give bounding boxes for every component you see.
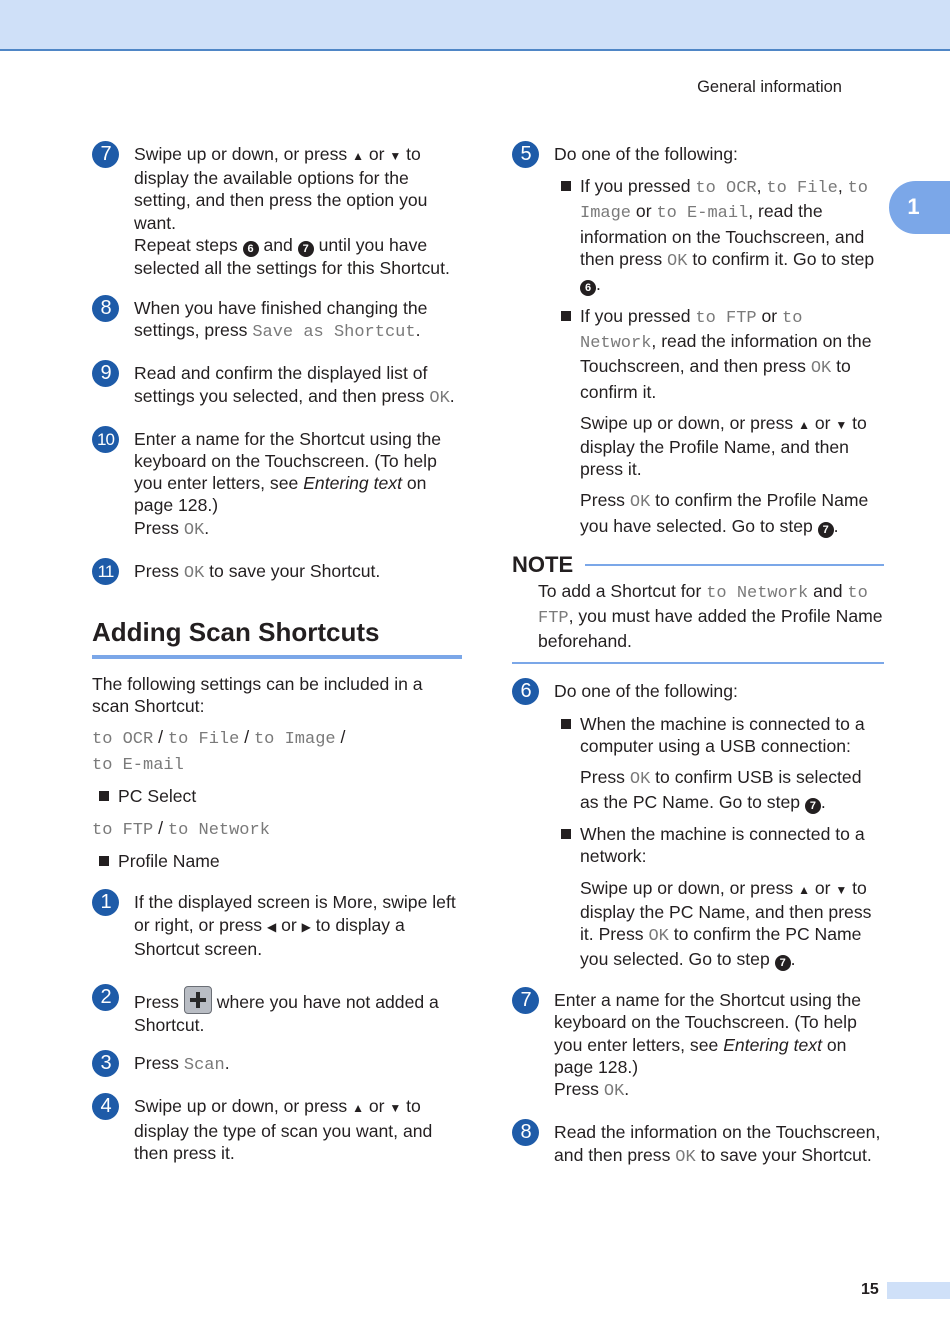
step-number-icon: 1 (92, 889, 119, 916)
add-step-2: 2 Press where you have not added a Shortcut. (92, 986, 462, 1036)
chapter-tab: 1 (889, 181, 950, 234)
step-ref-icon: 6 (580, 280, 596, 296)
down-arrow-icon: ▼ (835, 882, 848, 897)
step-number-icon: 7 (512, 987, 539, 1014)
step-ref-icon: 7 (818, 522, 834, 538)
step-6: 6 Do one of the following: When the machine is connected to a computer using a USB connection: Press OK to confirm USB is selected as the PC Name. Go to step 7 . When the machine is connected to a network: Swipe up or down, or press ▲ or ▼ to display the PC Name, and then press it. Press OK to confirm the PC Name you selected. Go to step 7 . (512, 680, 884, 971)
left-column (92, 143, 462, 1164)
step-number-icon: 7 (92, 141, 119, 168)
bullet-ftp-network: If you pressed to FTP or to Network, read the information on the Touchscreen, and then press OK to confirm it. (558, 305, 884, 403)
step-ref-icon: 7 (298, 241, 314, 257)
bullet-pc-select: PC Select (96, 785, 462, 807)
page-number: 15 (861, 1281, 879, 1298)
right-column (512, 143, 884, 1169)
left-arrow-icon: ◀ (266, 919, 277, 934)
bullet-profile-name: Profile Name (96, 850, 462, 872)
down-arrow-icon: ▼ (389, 149, 402, 163)
page-number-bar (887, 1282, 950, 1299)
step-7: 7 Swipe up or down, or press ▲ or ▼ to display the available options for the setting, and then press the option you want. Repeat steps 6 and 7 until you have selected all the settings for this Shortcut. (92, 143, 462, 279)
down-arrow-icon: ▼ (389, 1101, 402, 1116)
step-ref-icon: 7 (805, 798, 821, 814)
up-arrow-icon: ▲ (798, 882, 810, 897)
step-number-icon: 9 (92, 360, 119, 387)
plus-icon (184, 986, 212, 1014)
usb-confirm-text: Press OK to confirm USB is selected as the PC Name. Go to step 7 . (580, 767, 862, 813)
scan-type-group-2: to FTP / to Network (92, 818, 270, 841)
up-arrow-icon: ▲ (352, 1101, 364, 1116)
up-arrow-icon: ▲ (352, 149, 364, 163)
add-step-1: 1 If the displayed screen is More, swipe left or right, or press ◀ or ▶ to display a Shortcut screen. (92, 891, 462, 960)
add-step-3: 3 Press Scan. (92, 1052, 462, 1077)
note-title: NOTE (512, 551, 574, 577)
up-arrow-icon: ▲ (798, 417, 810, 432)
add-step-4: 4 Swipe up or down, or press ▲ or ▼ to display the type of scan you want, and then press it. (92, 1095, 462, 1164)
step-8: 8 When you have finished changing the settings, press Save as Shortcut. (92, 297, 462, 344)
step-7-right: 7 Enter a name for the Shortcut using the keyboard on the Touchscreen. (To help you enter letters, see Entering text on page 128.) Press OK. (512, 989, 884, 1103)
bullet-ocr-file: If you pressed to OCR, to File, to Image or to E-mail, read the information on the Touchscreen, and then press OK to confirm it. Go to step 6 . (558, 175, 884, 296)
section-rule (92, 655, 462, 659)
section-header: General information (697, 78, 842, 96)
step-number-icon: 6 (512, 678, 539, 705)
step-5: 5 Do one of the following: If you pressed to OCR, to File, to Image or to E-mail, read the information on the Touchscreen, and then press OK to confirm it. Go to step 6 . If you pressed to FTP or to Network, read the information on the Touchscreen, and then press OK to confirm it. Swipe up or down, or press ▲ or ▼ to display the Profile Name, and then press it. Press OK to confirm the Profile Name you have selected. Go to step 7 . (512, 143, 884, 538)
step-9: 9 Read and confirm the displayed list of settings you selected, and then press OK. (92, 362, 462, 409)
step-11: 11 Press OK to save your Shortcut. (92, 560, 462, 585)
step-ref-icon: 6 (243, 241, 259, 257)
bullet-usb: When the machine is connected to a computer using a USB connection: (558, 713, 884, 757)
header-band (0, 0, 950, 51)
step-number-icon: 10 (92, 426, 119, 453)
step-number-icon: 3 (92, 1050, 119, 1077)
section-title: Adding Scan Shortcuts (92, 617, 380, 648)
intro-text: The following settings can be included in a scan Shortcut: (92, 674, 423, 717)
bullet-network: When the machine is connected to a network: (558, 823, 884, 867)
step-10: 10 Enter a name for the Shortcut using the keyboard on the Touchscreen. (To help you enter letters, see Entering text on page 128.) Press OK. (92, 428, 462, 542)
step-number-icon: 5 (512, 141, 539, 168)
profile-swipe-text: Swipe up or down, or press ▲ or ▼ to display the Profile Name, and then press it. (580, 412, 867, 480)
step-number-icon: 4 (92, 1093, 119, 1120)
scan-type-group-1: to OCR / to File / to Image / to E-mail (92, 727, 346, 775)
step-8-right: 8 Read the information on the Touchscreen, and then press OK to save your Shortcut. (512, 1121, 884, 1168)
step-number-icon: 8 (512, 1119, 539, 1146)
step-ref-icon: 7 (775, 955, 791, 971)
down-arrow-icon: ▼ (835, 417, 848, 432)
right-arrow-icon: ▶ (301, 919, 311, 934)
note-text: To add a Shortcut for to Network and to FTP, you must have added the Profile Name beforehand. (538, 580, 883, 652)
note-box (512, 551, 884, 665)
step-number-icon: 2 (92, 984, 119, 1011)
profile-confirm-text: Press OK to confirm the Profile Name you have selected. Go to step 7 . (580, 490, 869, 536)
step-number-icon: 8 (92, 295, 119, 322)
network-confirm-text: Swipe up or down, or press ▲ or ▼ to display the PC Name, and then press it. Press OK to confirm the PC Name you selected. Go to step 7 . (580, 877, 872, 970)
step-number-icon: 11 (92, 558, 119, 585)
